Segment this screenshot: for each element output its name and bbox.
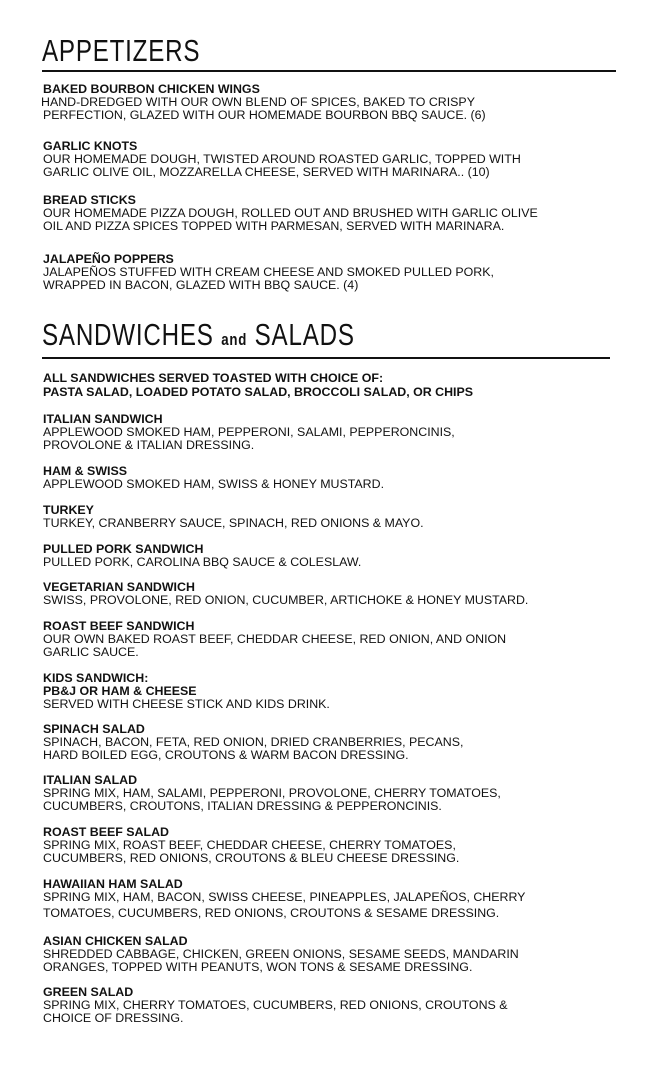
item-name-options: PB&J OR HAM & CHEESE [43, 684, 197, 698]
item-description-line: CUCUMBERS, RED ONIONS, CROUTONS & BLEU CHEESE DRESSING. [43, 851, 460, 865]
item-name: ASIAN CHICKEN SALAD [43, 934, 188, 948]
item-description-line: OIL AND PIZZA SPICES TOPPED WITH PARMESAN, SERVED WITH MARINARA. [43, 219, 505, 233]
item-name: JALAPEÑO POPPERS [43, 252, 174, 266]
menu-item-roast-beef-sandwich [43, 620, 633, 659]
menu-item-italian-sandwich [43, 413, 633, 452]
menu-item-italian-salad [43, 774, 633, 813]
menu-item-garlic-knots [43, 140, 633, 179]
menu-item-bread-sticks [43, 194, 633, 233]
menu-item-jalapeno-poppers [43, 253, 633, 292]
item-description-line: OUR HOMEMADE PIZZA DOUGH, ROLLED OUT AND BRUSHED WITH GARLIC OLIVE [43, 206, 538, 220]
item-description-line: SERVED WITH CHEESE STICK AND KIDS DRINK. [43, 697, 330, 711]
sandwich-sides-intro [43, 371, 473, 399]
item-description-line: PERFECTION, GLAZED WITH OUR HOMEMADE BOURBON BBQ SAUCE. (6) [43, 108, 486, 122]
item-description-line: SPRING MIX, HAM, SALAMI, PEPPERONI, PROVOLONE, CHERRY TOMATOES, [43, 786, 501, 800]
menu-item-spinach-salad [43, 723, 633, 762]
item-name: GREEN SALAD [43, 985, 134, 999]
item-description-line: SPINACH, BACON, FETA, RED ONION, DRIED CRANBERRIES, PECANS, [43, 735, 464, 749]
item-name: ITALIAN SANDWICH [43, 412, 163, 426]
menu-item-roast-beef-salad [43, 826, 633, 865]
item-description-line: PROVOLONE & ITALIAN DRESSING. [43, 438, 255, 452]
item-description-line: TURKEY, CRANBERRY SAUCE, SPINACH, RED ONIONS & MAYO. [43, 516, 424, 530]
item-description-line: SWISS, PROVOLONE, RED ONION, CUCUMBER, ARTICHOKE & HONEY MUSTARD. [43, 593, 529, 607]
item-name: HAM & SWISS [43, 464, 127, 478]
item-description-line: CUCUMBERS, CROUTONS, ITALIAN DRESSING & PEPPERONCINIS. [43, 799, 442, 813]
sandwiches-salads-heading [42, 318, 355, 357]
menu-item-hawaiian-ham-salad [43, 878, 633, 920]
item-description-line: SPRING MIX, HAM, BACON, SWISS CHEESE, PINEAPPLES, JALAPEÑOS, CHERRY [43, 890, 526, 904]
item-description-line: HAND-DREDGED WITH OUR OWN BLEND OF SPICES, BAKED TO CRISPY [41, 95, 475, 109]
item-description-line: WRAPPED IN BACON, GLAZED WITH BBQ SAUCE. (4) [43, 278, 359, 292]
item-description-line: ORANGES, TOPPED WITH PEANUTS, WON TONS & SESAME DRESSING. [43, 960, 473, 974]
item-description-line: SPRING MIX, ROAST BEEF, CHEDDAR CHEESE, CHERRY TOMATOES, [43, 838, 456, 852]
intro-line: ALL SANDWICHES SERVED TOASTED WITH CHOICE OF: [43, 371, 384, 385]
item-description-line: JALAPEÑOS STUFFED WITH CREAM CHEESE AND SMOKED PULLED PORK, [43, 265, 494, 279]
item-name: ROAST BEEF SANDWICH [43, 619, 195, 633]
menu-item-ham-swiss [43, 465, 633, 491]
menu-item-turkey [43, 504, 633, 530]
item-name: TURKEY [43, 503, 94, 517]
item-name: BAKED BOURBON CHICKEN WINGS [43, 82, 260, 96]
item-description-line: APPLEWOOD SMOKED HAM, SWISS & HONEY MUSTARD. [43, 477, 385, 491]
item-description-line: SHREDDED CABBAGE, CHICKEN, GREEN ONIONS, SESAME SEEDS, MANDARIN [43, 947, 519, 961]
item-description-line: HARD BOILED EGG, CROUTONS & WARM BACON DRESSING. [43, 748, 409, 762]
item-description-line: SPRING MIX, CHERRY TOMATOES, CUCUMBERS, RED ONIONS, CROUTONS & [43, 998, 508, 1012]
heading-word-and: and [221, 330, 248, 349]
intro-line: PASTA SALAD, LOADED POTATO SALAD, BROCCOLI SALAD, OR CHIPS [43, 385, 474, 399]
item-description-line: CHOICE OF DRESSING. [43, 1011, 184, 1025]
item-name: PULLED PORK SANDWICH [43, 542, 204, 556]
sandwiches-divider [42, 357, 610, 359]
item-name: ITALIAN SALAD [43, 773, 138, 787]
menu-item-pulled-pork [43, 543, 633, 569]
item-description-line: TOMATOES, CUCUMBERS, RED ONIONS, CROUTONS & SESAME DRESSING. [43, 906, 500, 920]
appetizers-divider [42, 70, 616, 72]
item-description-line: APPLEWOOD SMOKED HAM, PEPPERONI, SALAMI, PEPPERONCINIS, [43, 425, 455, 439]
item-name: ROAST BEEF SALAD [43, 825, 169, 839]
heading-word-salads: SALADS [254, 317, 355, 352]
item-description-line: OUR OWN BAKED ROAST BEEF, CHEDDAR CHEESE, RED ONION, AND ONION [43, 632, 507, 646]
item-name: KIDS SANDWICH: [43, 671, 149, 685]
heading-word-sandwiches: SANDWICHES [42, 317, 214, 352]
appetizers-heading: APPETIZERS [42, 33, 201, 68]
item-name: HAWAIIAN HAM SALAD [43, 877, 183, 891]
menu-item-kids-sandwich [43, 672, 633, 711]
menu-item-asian-chicken-salad [43, 935, 633, 974]
item-description-line: PULLED PORK, CAROLINA BBQ SAUCE & COLESLAW. [43, 555, 362, 569]
menu-item-green-salad [43, 986, 633, 1025]
item-name: GARLIC KNOTS [43, 139, 138, 153]
item-description-line: OUR HOMEMADE DOUGH, TWISTED AROUND ROASTED GARLIC, TOPPED WITH [43, 152, 521, 166]
menu-item-vegetarian-sandwich [43, 581, 633, 607]
item-name: BREAD STICKS [43, 193, 136, 207]
item-description-line: GARLIC SAUCE. [43, 645, 139, 659]
item-name: VEGETARIAN SANDWICH [43, 580, 195, 594]
item-description-line: GARLIC OLIVE OIL, MOZZARELLA CHEESE, SERVED WITH MARINARA.. (10) [43, 165, 490, 179]
menu-item-bourbon-wings [43, 83, 633, 122]
item-name: SPINACH SALAD [43, 722, 145, 736]
